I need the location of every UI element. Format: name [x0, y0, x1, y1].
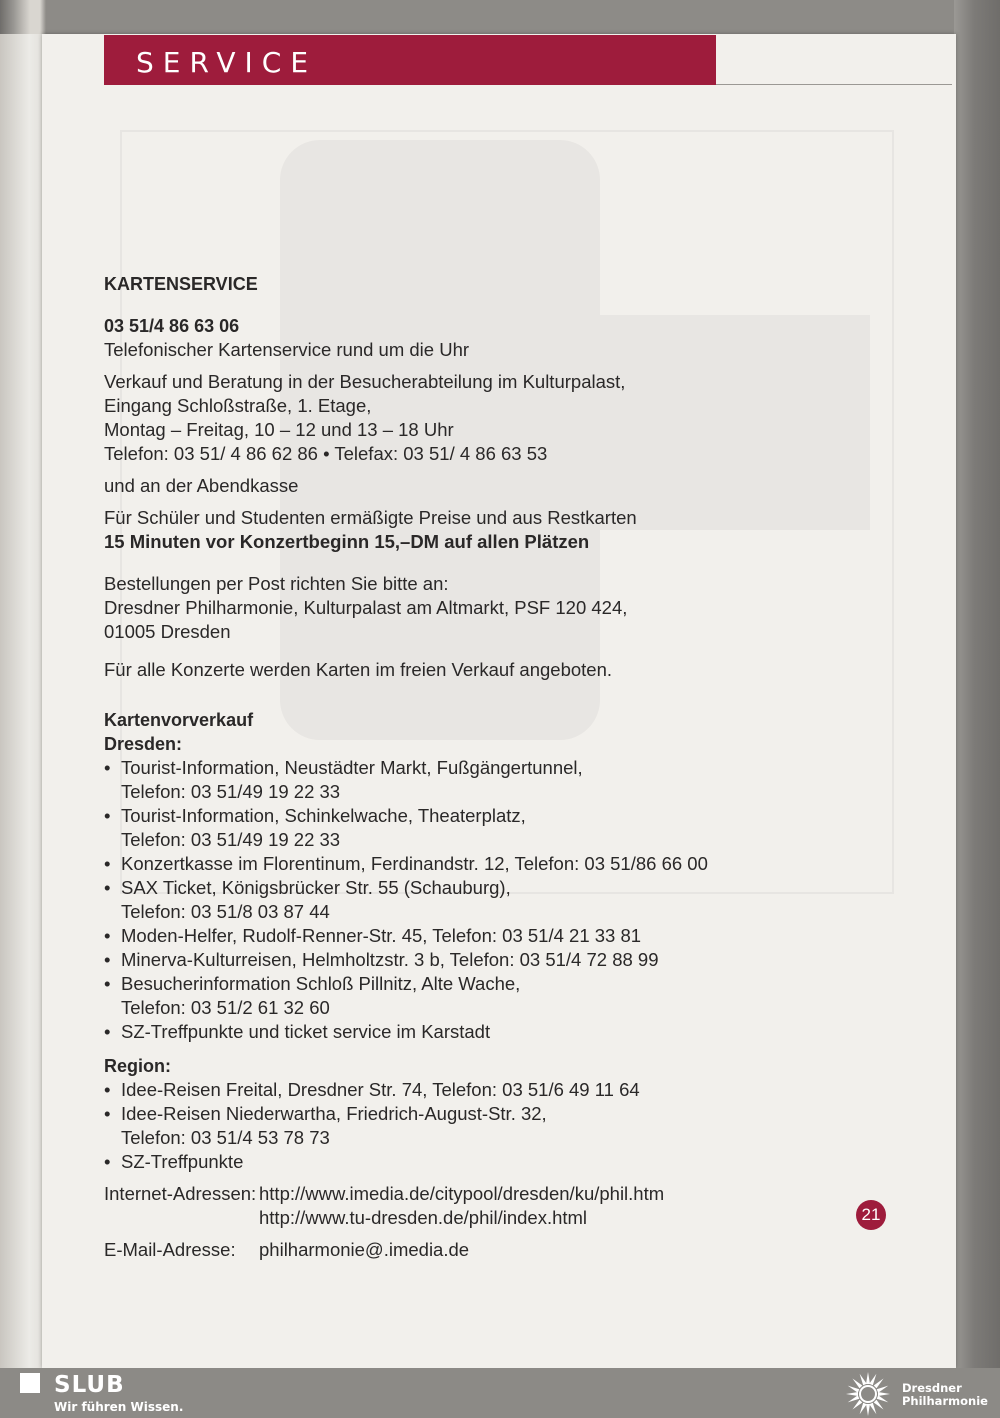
vorverkauf-heading: Kartenvorverkauf	[104, 710, 254, 730]
main-content	[104, 272, 884, 1262]
slub-name: SLUB	[54, 1372, 125, 1398]
header-rule	[716, 84, 952, 85]
evening-box-office: und an der Abendkasse	[104, 475, 299, 496]
post-order-line: 01005 Dresden	[104, 621, 231, 642]
page-number-badge: 21	[856, 1200, 886, 1230]
list-item: • Minerva-Kulturreisen, Helmholtzstr. 3 b, Telefon: 03 51/4 72 88 99	[104, 948, 884, 972]
dresden-label: Dresden:	[104, 734, 183, 754]
kartenservice-heading: KARTENSERVICE	[104, 274, 258, 294]
section-title: SERVICE	[136, 46, 318, 79]
slub-logo-icon	[10, 1373, 40, 1403]
sales-line: Eingang Schloßstraße, 1. Etage,	[104, 395, 372, 416]
internet-row	[104, 1182, 884, 1230]
internet-url-2[interactable]: http://www.tu-dresden.de/phil/index.html	[259, 1207, 588, 1228]
region-outlet-list	[104, 1078, 884, 1174]
list-item: • Idee-Reisen Freital, Dresdner Str. 74, Telefon: 03 51/6 49 11 64	[104, 1078, 884, 1102]
service-phone-description: Telefonischer Kartenservice rund um die Uhr	[104, 339, 470, 360]
internet-label: Internet-Adressen:	[104, 1183, 257, 1204]
list-item: • Moden-Helfer, Rudolf-Renner-Str. 45, Telefon: 03 51/4 21 33 81	[104, 924, 884, 948]
post-order-line: Dresdner Philharmonie, Kulturpalast am Altmarkt, PSF 120 424,	[104, 597, 628, 618]
internet-url-1[interactable]: http://www.imedia.de/citypool/dresden/ku/phil.htm	[259, 1183, 665, 1204]
list-item: • SAX Ticket, Königsbrücker Str. 55 (Schauburg), Telefon: 03 51/8 03 87 44	[104, 876, 884, 924]
sales-line: Verkauf und Beratung in der Besucherabteilung im Kulturpalast,	[104, 371, 626, 392]
discount-offer: 15 Minuten vor Konzertbeginn 15,–DM auf allen Plätzen	[104, 531, 590, 552]
dresden-outlet-list	[104, 756, 884, 1044]
list-item: • Besucherinformation Schloß Pillnitz, Alte Wache, Telefon: 03 51/2 61 32 60	[104, 972, 884, 1020]
list-item: • SZ-Treffpunkte und ticket service im Karstadt	[104, 1020, 884, 1044]
scan-right-edge	[954, 0, 1000, 1368]
list-item: • Tourist-Information, Schinkelwache, Theaterplatz, Telefon: 03 51/49 19 22 33	[104, 804, 884, 852]
email-address[interactable]: philharmonie@.imedia.de	[259, 1239, 470, 1260]
sales-line: Telefon: 03 51/ 4 86 62 86 • Telefax: 03 51/ 4 86 63 53	[104, 443, 548, 464]
free-sale-note: Für alle Konzerte werden Karten im freien Verkauf angeboten.	[104, 659, 613, 680]
left-page-edge	[0, 34, 42, 1368]
list-item: • SZ-Treffpunkte	[104, 1150, 884, 1174]
post-order-line: Bestellungen per Post richten Sie bitte an:	[104, 573, 449, 594]
sales-line: Montag – Freitag, 10 – 12 und 13 – 18 Uhr	[104, 419, 454, 440]
service-phone: 03 51/4 86 63 06	[104, 316, 240, 336]
slub-tagline: Wir führen Wissen.	[54, 1400, 184, 1414]
philharmonie-sunburst-icon	[844, 1371, 892, 1417]
dresdner-philharmonie-logo-text: Dresdner Philharmonie	[902, 1381, 988, 1408]
region-label: Region:	[104, 1056, 171, 1076]
list-item: • Konzertkasse im Florentinum, Ferdinandstr. 12, Telefon: 03 51/86 66 00	[104, 852, 884, 876]
email-label: E-Mail-Adresse:	[104, 1239, 236, 1260]
discount-line: Für Schüler und Studenten ermäßigte Preise und aus Restkarten	[104, 507, 637, 528]
list-item: • Tourist-Information, Neustädter Markt, Fußgängertunnel, Telefon: 03 51/49 19 22 33	[104, 756, 884, 804]
list-item: • Idee-Reisen Niederwartha, Friedrich-August-Str. 32, Telefon: 03 51/4 53 78 73	[104, 1102, 884, 1150]
email-row	[104, 1238, 884, 1262]
